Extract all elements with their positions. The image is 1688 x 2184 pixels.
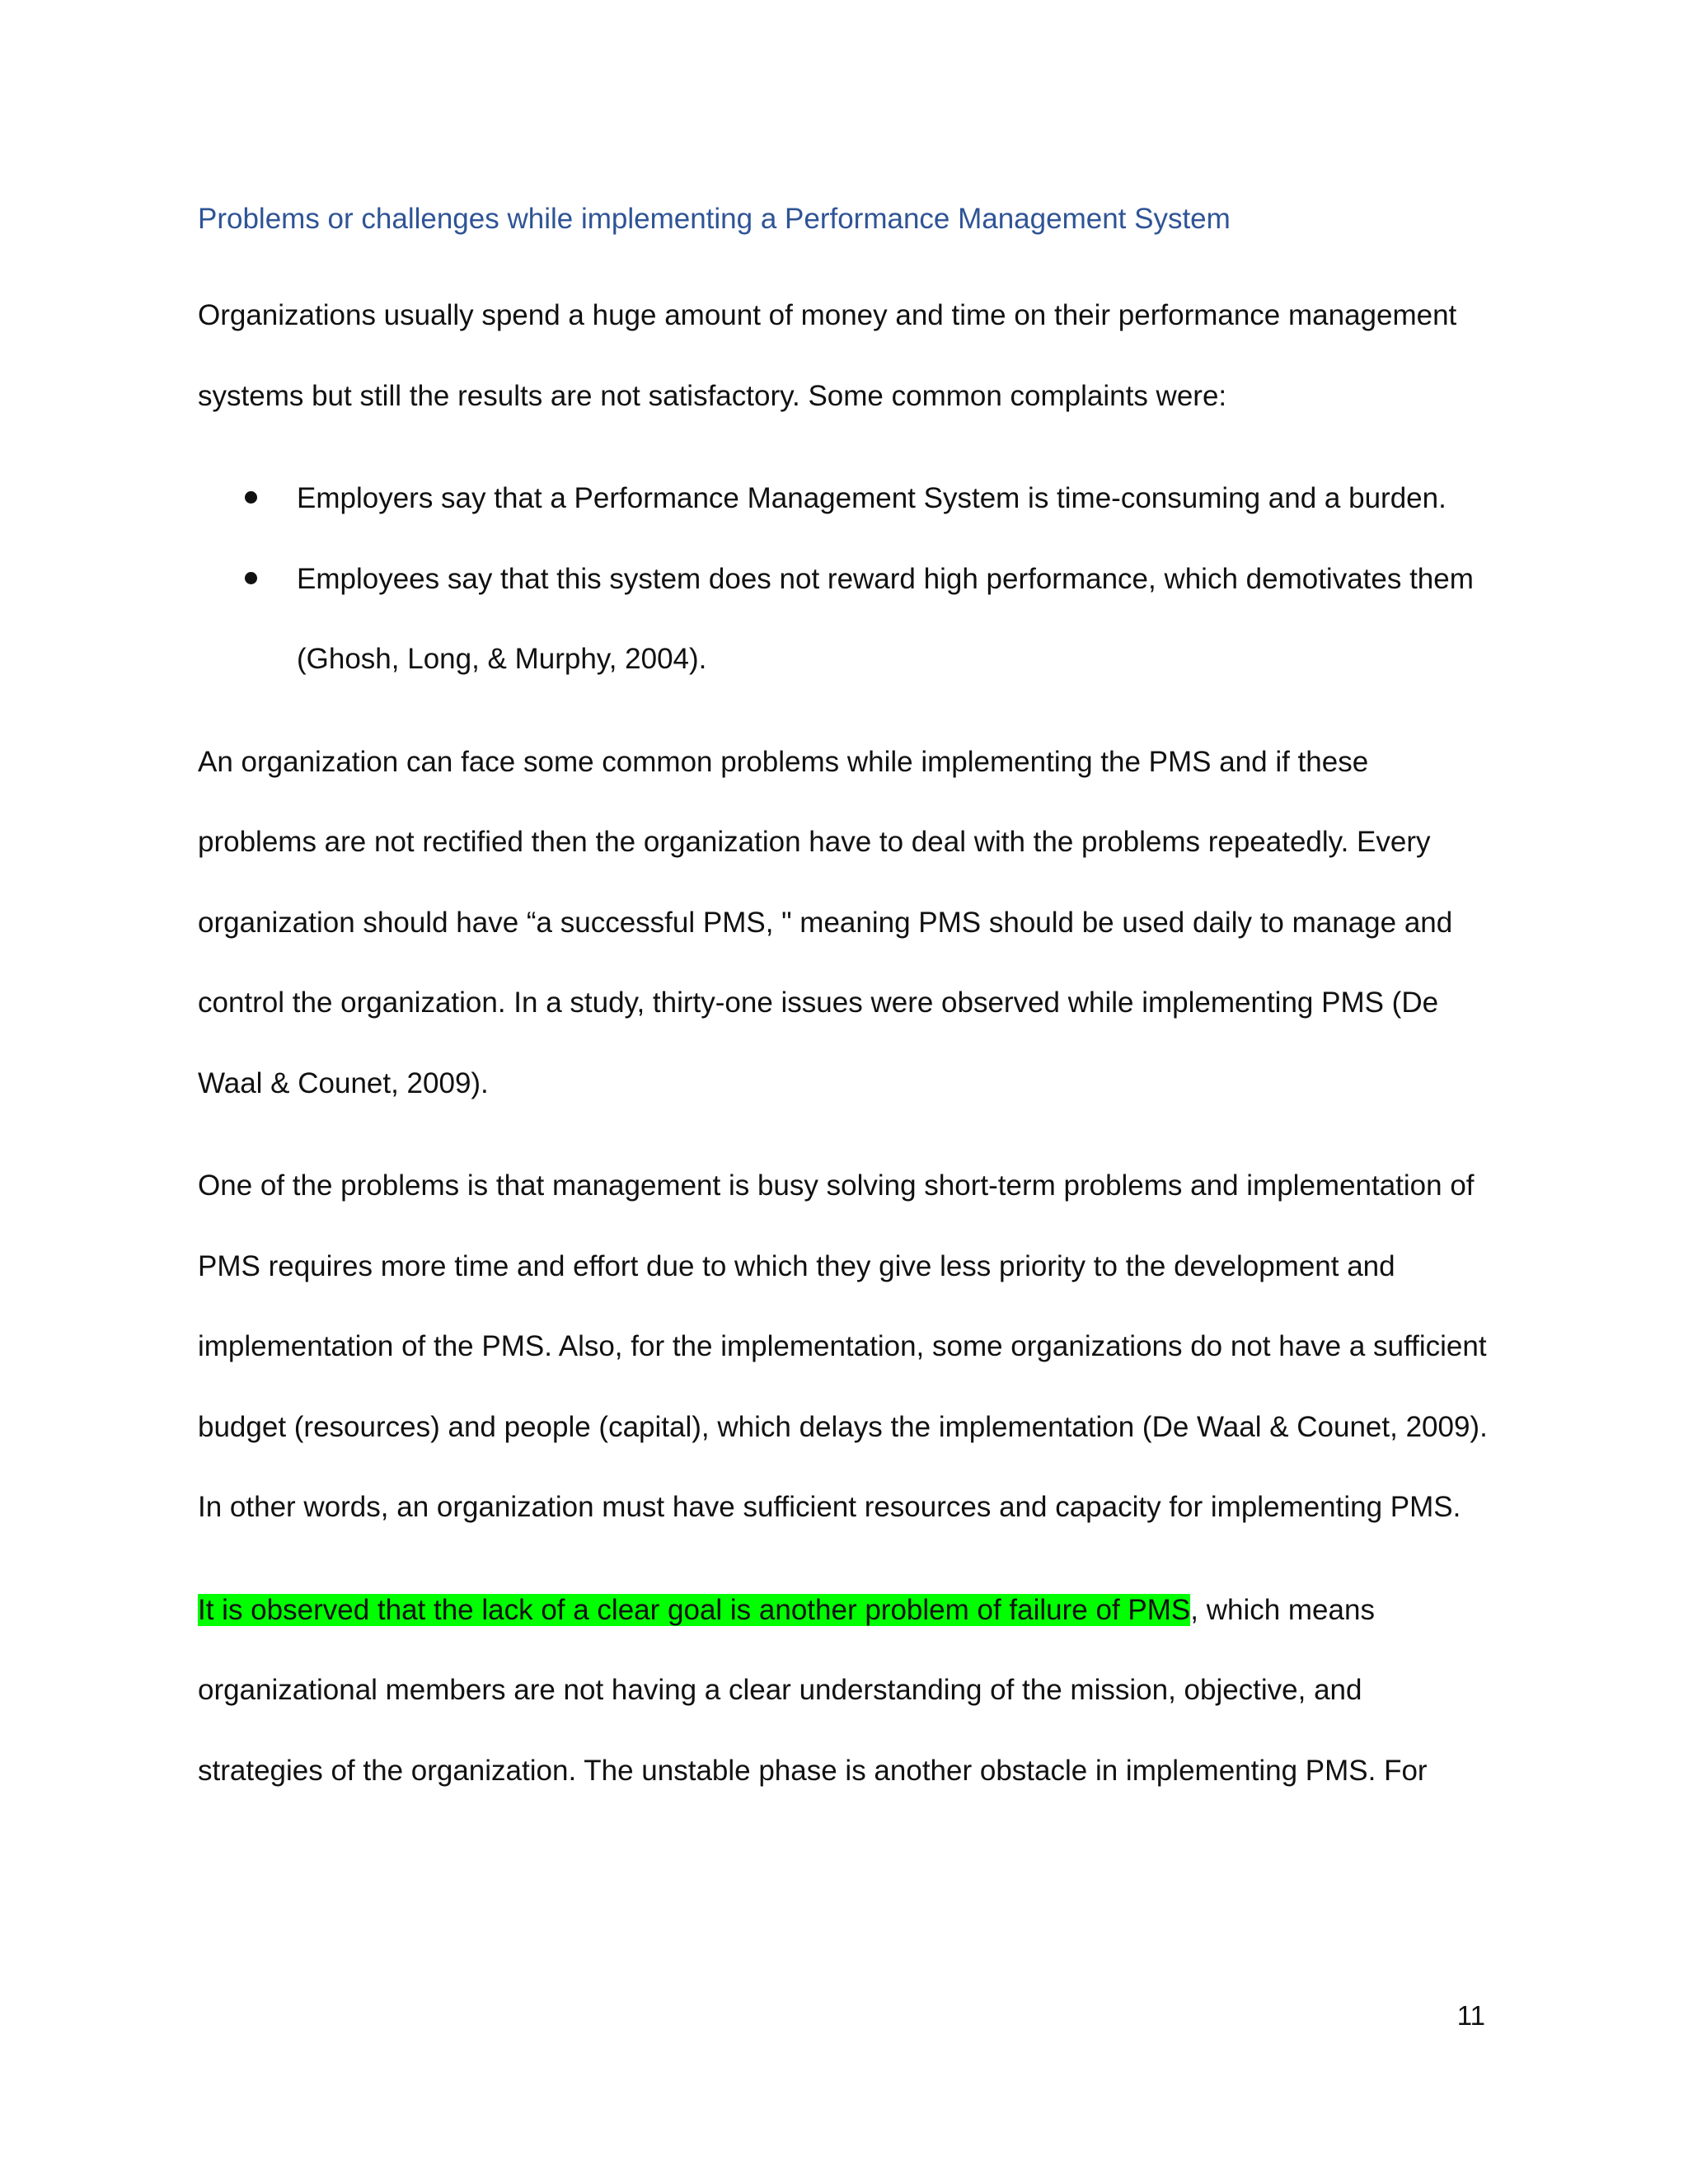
complaints-list: [198, 458, 1492, 700]
list-item-text: Employees say that this system does not reward high performance, which demotivates them (Ghosh, Long, & Murphy, 2004).: [297, 562, 1474, 675]
section-heading: Problems or challenges while implementing a Performance Management System: [198, 203, 1231, 235]
list-item: [198, 539, 1492, 700]
management-paragraph: One of the problems is that management is busy solving short-term problems and implementation of PMS requires more time and effort due to which they give less priority to the development and implementation of the PMS. Also, for the implementation, some organizations do not have a sufficient budget (resources) and people (capital), which delays the implementation (De Waal & Counet, 2009). In other words, an organization must have sufficient resources and capacity for implementing PMS.: [198, 1169, 1488, 1523]
list-item: [198, 458, 1492, 539]
page-content: [198, 194, 1492, 1811]
bullet-icon: [245, 572, 257, 584]
list-item-text: Employers say that a Performance Management System is time-consuming and a burden.: [297, 482, 1447, 514]
intro-paragraph: Organizations usually spend a huge amount of money and time on their performance management systems but still the results are not satisfactory. Some common complaints were:: [198, 299, 1457, 412]
problems-paragraph: An organization can face some common problems while implementing the PMS and if these problems are not rectified then the organization have to deal with the problems repeatedly. Every organization should have “a successful PMS, " meaning PMS should be used daily to manage and control the organization. In a study, thirty-one issues were observed while implementing PMS (De Waal & Counet, 2009).: [198, 745, 1453, 1099]
page-number: 11: [1456, 2000, 1485, 2031]
bullet-icon: [245, 491, 257, 504]
highlighted-text: It is observed that the lack of a clear goal is another problem of failure of PMS: [198, 1593, 1191, 1626]
goal-paragraph: [198, 1570, 1492, 1811]
goal-paragraph-text: , which means organizational members are not having a clear understanding of the mission, objective, and strategies of the organization. The unstable phase is another obstacle in implementing PMS. For: [198, 1593, 1428, 1787]
